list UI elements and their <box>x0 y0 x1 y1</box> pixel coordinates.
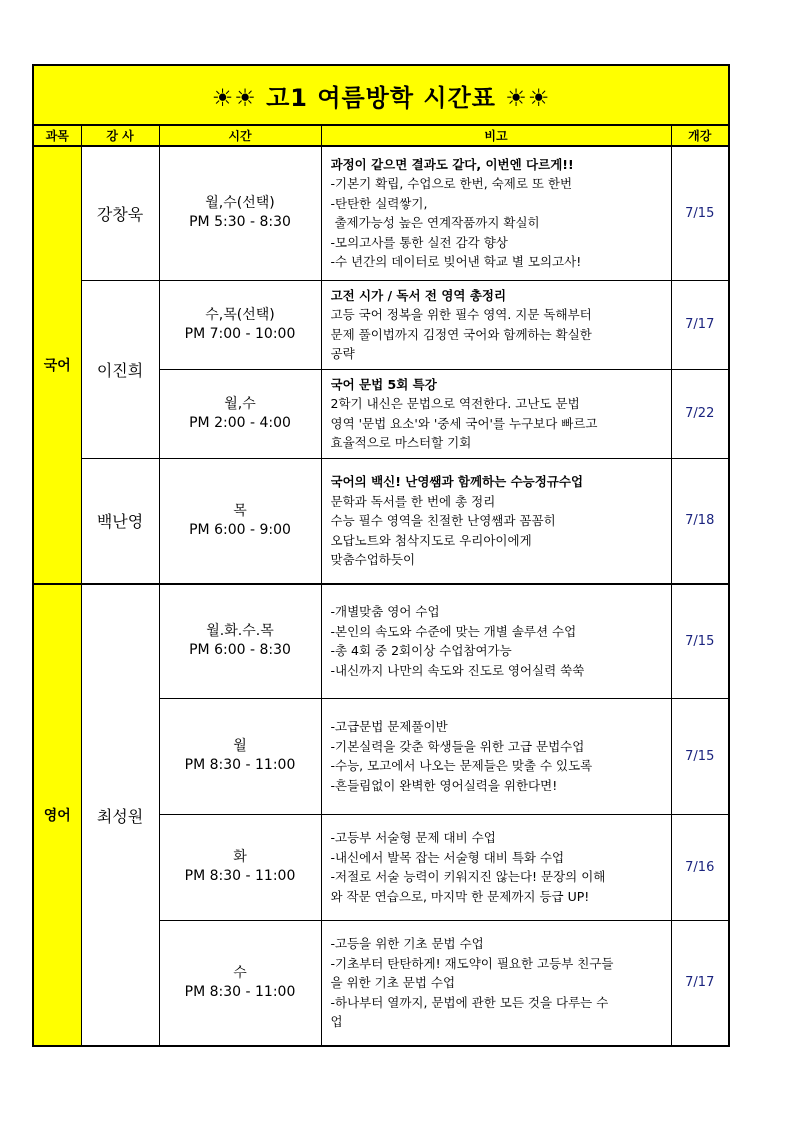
note-headline: 국어 문법 5회 특강 <box>330 376 437 392</box>
note-line: 효율적으로 마스터할 기회 <box>330 435 472 450</box>
open-date: 7/17 <box>671 920 729 1046</box>
class-note <box>321 369 671 458</box>
open-date: 7/15 <box>671 584 729 698</box>
note-line: -개별맞춤 영어 수업 <box>330 604 440 620</box>
class-day: 월.화.수.목 <box>206 623 274 640</box>
note-line: 고등 국어 정복을 위한 필수 영역. 지문 독해부터 <box>330 307 592 322</box>
note-headline: 고전 시가 / 독서 전 영역 총정리 <box>330 287 507 303</box>
class-note <box>321 280 671 369</box>
class-day: 수,목(선택) <box>205 306 275 323</box>
page-title: ☀☀ 고1 여름방학 시간표 ☀☀ <box>33 65 729 125</box>
note-line: -수능, 모고에서 나오는 문제들은 맞출 수 있도록 <box>330 758 593 773</box>
timetable-sheet <box>32 64 728 1047</box>
class-day: 목 <box>233 502 247 519</box>
class-note <box>321 920 671 1046</box>
note-line: -총 4회 중 2회이상 수업참여가능 <box>330 643 512 659</box>
header-open: 개강 <box>671 125 729 146</box>
note-headline: 국어의 백신! 난영쌤과 함께하는 수능정규수업 <box>330 474 584 489</box>
teacher-name: 이진희 <box>81 280 159 458</box>
table-row <box>33 280 729 369</box>
note-line: 을 위한 기초 문법 수업 <box>330 975 456 990</box>
class-day: 수 <box>233 964 247 981</box>
note-line: -수 년간의 데이터로 빚어낸 학교 별 모의고사! <box>330 254 582 270</box>
class-note <box>321 698 671 814</box>
open-date: 7/15 <box>671 698 729 814</box>
class-note <box>321 814 671 920</box>
open-date: 7/22 <box>671 369 729 458</box>
class-time <box>159 458 321 584</box>
note-line: 와 작문 연습으로, 마지막 한 문제까지 등급 UP! <box>330 888 590 904</box>
note-line: 영역 '문법 요소'와 '중세 국어'를 누구보다 빠르고 <box>330 415 598 431</box>
header-note: 비고 <box>321 125 671 146</box>
class-note <box>321 458 671 584</box>
note-line: -하나부터 열까지, 문법에 관한 모든 것을 다루는 수 <box>330 994 609 1010</box>
note-line: 공략 <box>330 346 355 361</box>
open-date: 7/15 <box>671 146 729 280</box>
header-teacher: 강 사 <box>81 125 159 146</box>
class-time <box>159 369 321 458</box>
subject-english: 영어 <box>33 584 81 1046</box>
class-hours: PM 5:30 - 8:30 <box>189 214 291 231</box>
note-line: -저절로 서술 능력이 키워지진 않는다! 문장의 이해 <box>330 869 606 884</box>
note-line: 출제가능성 높은 연계작품까지 확실히 <box>330 215 540 231</box>
teacher-name: 백난영 <box>81 458 159 584</box>
class-time <box>159 584 321 698</box>
note-line: -모의고사를 통한 실전 감각 향상 <box>330 234 508 250</box>
class-day: 화 <box>233 849 247 865</box>
timetable <box>32 64 730 1047</box>
class-time <box>159 280 321 369</box>
class-hours: PM 8:30 - 11:00 <box>184 868 296 884</box>
class-hours: PM 6:00 - 9:00 <box>189 521 291 538</box>
note-line: -탄탄한 실력쌓기, <box>330 195 428 211</box>
class-note <box>321 584 671 698</box>
open-date: 7/17 <box>671 280 729 369</box>
table-row <box>33 146 729 280</box>
note-line: -기본기 확립, 수업으로 한번, 숙제로 또 한번 <box>330 176 573 192</box>
note-line: -고등부 서술형 문제 대비 수업 <box>330 830 496 845</box>
note-line: 문제 풀이법까지 김정연 국어와 함께하는 확실한 <box>330 326 592 342</box>
open-date: 7/16 <box>671 814 729 920</box>
class-hours: PM 7:00 - 10:00 <box>184 325 296 342</box>
table-row <box>33 584 729 698</box>
note-line: -기초부터 탄탄하게! 재도약이 필요한 고등부 친구들 <box>330 955 614 971</box>
table-row <box>33 458 729 584</box>
class-time <box>159 698 321 814</box>
note-line: -고급문법 문제풀이반 <box>330 719 448 734</box>
teacher-name: 최성원 <box>81 584 159 1046</box>
class-time <box>159 814 321 920</box>
subject-korean: 국어 <box>33 146 81 584</box>
class-day: 월,수 <box>224 395 256 412</box>
class-hours: PM 8:30 - 11:00 <box>184 757 296 773</box>
note-headline: 과정이 같으면 결과도 같다, 이번엔 다르게!! <box>330 156 574 172</box>
note-line: -고등을 위한 기초 문법 수업 <box>330 936 484 951</box>
class-hours: PM 2:00 - 4:00 <box>189 414 291 431</box>
class-time <box>159 920 321 1046</box>
teacher-name: 강창욱 <box>81 146 159 280</box>
class-hours: PM 8:30 - 11:00 <box>184 983 296 1000</box>
class-note <box>321 146 671 280</box>
note-line: -내신에서 발목 잡는 서술형 대비 특화 수업 <box>330 849 565 865</box>
note-line: 수능 필수 영역을 친절한 난영쌤과 꼼꼼히 <box>330 513 556 528</box>
open-date: 7/18 <box>671 458 729 584</box>
note-line: -본인의 속도와 수준에 맞는 개별 솔루션 수업 <box>330 623 577 639</box>
note-line: 업 <box>330 1014 343 1029</box>
note-line: -기본실력을 갖춘 학생들을 위한 고급 문법수업 <box>330 738 585 754</box>
class-hours: PM 6:00 - 8:30 <box>189 642 291 659</box>
note-line: 오답노트와 첨삭지도로 우리아이에게 <box>330 532 532 548</box>
note-line: 문학과 독서를 한 번에 총 정리 <box>330 493 496 509</box>
note-line: -흔들림없이 완벽한 영어실력을 위한다면! <box>330 777 558 793</box>
note-line: -내신까지 나만의 속도와 진도로 영어실력 쑥쑥 <box>330 662 585 678</box>
header-subject: 과목 <box>33 125 81 146</box>
class-day: 월 <box>233 738 247 754</box>
note-line: 2학기 내신은 문법으로 역전한다. 고난도 문법 <box>330 396 580 411</box>
class-time <box>159 146 321 280</box>
note-line: 맞춤수업하듯이 <box>330 552 416 567</box>
header-time: 시간 <box>159 125 321 146</box>
class-day: 월,수(선택) <box>205 195 275 212</box>
